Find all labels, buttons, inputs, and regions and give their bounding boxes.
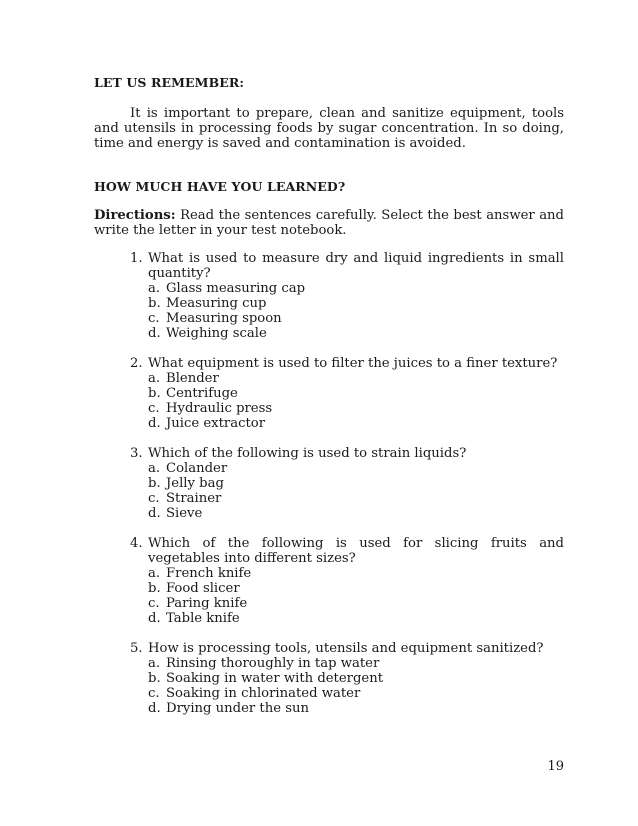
question-number: 4. bbox=[130, 536, 143, 551]
option-letter: c. bbox=[148, 311, 160, 326]
option-letter: a. bbox=[148, 566, 161, 581]
option-text: Strainer bbox=[166, 491, 222, 506]
question-item bbox=[130, 641, 564, 716]
option-letter: a. bbox=[148, 461, 161, 476]
option-letter: b. bbox=[148, 386, 161, 401]
question-item bbox=[130, 356, 564, 431]
option-item bbox=[148, 581, 564, 596]
option-text: French knife bbox=[166, 566, 252, 581]
option-item bbox=[148, 596, 564, 611]
option-letter: b. bbox=[148, 581, 161, 596]
option-item bbox=[148, 656, 564, 671]
option-letter: b. bbox=[148, 476, 161, 491]
option-item bbox=[148, 401, 564, 416]
option-letter: c. bbox=[148, 686, 160, 701]
option-item bbox=[148, 701, 564, 716]
directions-text: Read the sentences carefully. Select the best answer and write the letter in your test notebook. bbox=[94, 208, 564, 238]
option-item bbox=[148, 326, 564, 341]
option-text: Sieve bbox=[166, 506, 203, 521]
option-text: Food slicer bbox=[166, 581, 240, 596]
option-text: Drying under the sun bbox=[166, 701, 309, 716]
question-item bbox=[130, 446, 564, 521]
question-text: Which of the following is used for slicing fruits and vegetables into different sizes? bbox=[148, 536, 564, 566]
option-letter: b. bbox=[148, 671, 161, 686]
remember-text: It is important to prepare, clean and sanitize equipment, tools and utensils in processing foods by sugar concentration. In so doing, time and energy is saved and contamination is avoided. bbox=[94, 106, 564, 151]
option-letter: d. bbox=[148, 326, 161, 341]
option-letter: d. bbox=[148, 611, 161, 626]
option-list bbox=[148, 281, 564, 341]
option-item bbox=[148, 611, 564, 626]
option-text: Colander bbox=[166, 461, 228, 476]
option-text: Measuring spoon bbox=[166, 311, 282, 326]
option-item bbox=[148, 281, 564, 296]
option-list bbox=[148, 371, 564, 431]
option-letter: c. bbox=[148, 491, 160, 506]
option-letter: c. bbox=[148, 596, 160, 611]
option-item bbox=[148, 371, 564, 386]
question-text: How is processing tools, utensils and equipment sanitized? bbox=[148, 641, 544, 656]
question-number: 2. bbox=[130, 356, 143, 371]
option-item bbox=[148, 506, 564, 521]
remember-paragraph bbox=[94, 106, 564, 151]
option-list bbox=[148, 566, 564, 626]
option-letter: a. bbox=[148, 371, 161, 386]
option-item bbox=[148, 416, 564, 431]
option-item bbox=[148, 296, 564, 311]
question-number: 5. bbox=[130, 641, 143, 656]
question-item bbox=[130, 251, 564, 341]
option-item bbox=[148, 686, 564, 701]
option-text: Centrifuge bbox=[166, 386, 238, 401]
option-text: Soaking in water with detergent bbox=[166, 671, 384, 686]
option-text: Soaking in chlorinated water bbox=[166, 686, 361, 701]
how-much-learned-heading: HOW MUCH HAVE YOU LEARNED? bbox=[94, 179, 346, 194]
option-list bbox=[148, 656, 564, 716]
option-text: Rinsing thoroughly in tap water bbox=[166, 656, 380, 671]
option-text: Measuring cup bbox=[166, 296, 267, 311]
question-item bbox=[130, 536, 564, 626]
option-text: Jelly bag bbox=[166, 476, 224, 491]
question-number: 1. bbox=[130, 251, 143, 266]
option-text: Blender bbox=[166, 371, 219, 386]
option-item bbox=[148, 671, 564, 686]
question-text: What is used to measure dry and liquid ingredients in small quantity? bbox=[148, 251, 564, 281]
option-letter: d. bbox=[148, 701, 161, 716]
option-item bbox=[148, 491, 564, 506]
option-text: Weighing scale bbox=[166, 326, 267, 341]
option-item bbox=[148, 476, 564, 491]
question-number: 3. bbox=[130, 446, 143, 461]
option-text: Paring knife bbox=[166, 596, 248, 611]
page-number: 19 bbox=[547, 759, 564, 774]
question-list bbox=[130, 251, 564, 716]
option-letter: d. bbox=[148, 506, 161, 521]
question-text: What equipment is used to filter the juices to a finer texture? bbox=[148, 356, 558, 371]
option-text: Juice extractor bbox=[166, 416, 266, 431]
option-letter: b. bbox=[148, 296, 161, 311]
option-item bbox=[148, 311, 564, 326]
option-text: Glass measuring cap bbox=[166, 281, 306, 296]
directions-paragraph bbox=[94, 208, 564, 238]
option-letter: d. bbox=[148, 416, 161, 431]
option-text: Table knife bbox=[166, 611, 240, 626]
option-letter: a. bbox=[148, 281, 161, 296]
option-list bbox=[148, 461, 564, 521]
option-item bbox=[148, 461, 564, 476]
option-item bbox=[148, 566, 564, 581]
option-item bbox=[148, 386, 564, 401]
let-us-remember-heading: LET US REMEMBER: bbox=[94, 75, 245, 90]
option-letter: c. bbox=[148, 401, 160, 416]
option-letter: a. bbox=[148, 656, 161, 671]
question-text: Which of the following is used to strain liquids? bbox=[148, 446, 467, 461]
option-text: Hydraulic press bbox=[166, 401, 273, 416]
directions-label: Directions: bbox=[94, 208, 176, 223]
